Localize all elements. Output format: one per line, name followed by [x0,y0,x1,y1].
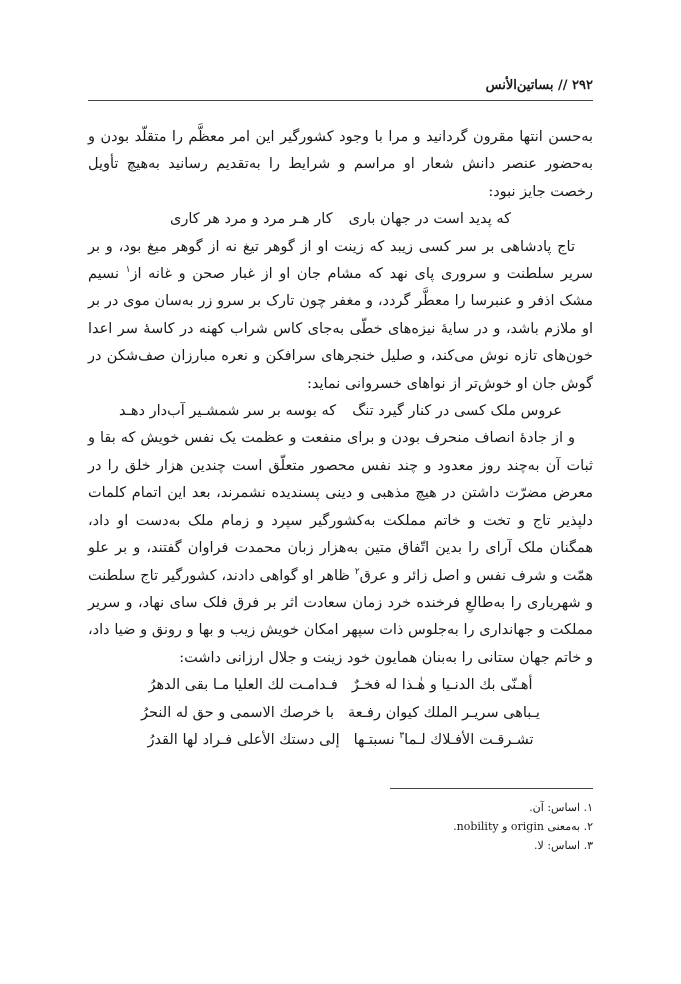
verse-2-right-hemistich: عروس ملک کسی در کنار گیرد تنگ [352,403,562,420]
arabic-verse-2 [88,700,593,727]
persian-verse-1 [88,206,593,233]
running-header [88,78,593,101]
footnote-divider [390,788,593,789]
verse-2-left-hemistich: که بوسه بر سر شمشـیر آب‌دار دهـد [119,403,337,420]
paragraph-2-part-2: نسیم مشک اذفر و عنبرسا را معطَّر گردد، و مغفر چون تارک بر سرو زر به‌سان موی در بر او ملازم باشد، و در سایهٔ نیزه‌های خطّی به‌جای کاس شراب کهنه در کاسهٔ سر اعدا خون‌های تازه نوش می‌کند، و صلیل خنجرهای سرافکن و نعره مبارزان صف‌شکن در گوش جان او خوش‌تر از نواهای خسروانی نماید: [88,266,593,392]
persian-verse-2 [88,398,593,425]
footnote-1: ۱. اساس: آن. [529,801,593,814]
arabic-verse-1 [88,672,593,699]
arabic-verse-3-right-tail: نسبتـها [353,731,400,748]
arabic-verse-2-left: با خرصك الاسمی و حق له النحرُ [141,704,335,721]
main-text [88,124,593,754]
footnote-ref-2[interactable]: ۲ [354,566,360,577]
paragraph-2 [88,234,593,398]
paragraph-3-part-1: و از جادهٔ انصاف منحرف بودن و برای منفعت و عظمت یک نفس خویش که بقا و ثبات آن به‌چند روز معدود و چند نفس محصور متعلّق است چندین هزار خلق را در معرض مضرّت داشتن در هیچ مذهبی و دینی پسندیده نشمرند، بعد این اتمام کلمات دلپذیر تاج و تخت و خاتم مملکت به‌کشورگیر سپرد و زمام ملک به‌دست او داد، همگنان ملک آرای را بدین اتّفاق متین به‌هزار زبان محمدت فراوان گفتند، و بر علو همّت و شرف نفس و اصل زائر و عرق [88,430,593,584]
arabic-verse-1-left: فـدامـت لك العلیا مـا بقی الدهرُ [148,677,338,694]
paragraph-1: به‌حسن انتها مقرون گردانید و مرا با وجود کشورگیر این امر معظَّم را متقلّد بودن و به‌حضور عنصر دانش شعار او مراسم و شرایط را به‌تقدیم رسانید به‌هیچ تأویل رخصت جایز نبود: [88,129,593,200]
arabic-verse-3-right-text: تشـرقـت الأفـلاك لـما [404,731,534,748]
arabic-verse-3-right [354,727,534,754]
footnotes [88,798,593,855]
page-number-and-title: ۲۹۲ // بساتین‌الأنس [485,78,593,93]
footnote-2: ۲. به‌معنی origin و nobility. [453,820,593,833]
arabic-verse-1-right: أهـنّی بك الدنـیا و هٰـذا له فخـرٌ [351,677,533,694]
arabic-verse-2-right: یـباهی سریـر الملك کیوان رفـعة [348,704,540,721]
footnote-3: ۳. اساس: لا. [534,839,593,852]
paragraph-2-part-1: تاج پادشاهی بر سر کسی زیبد که زینت او از گوهر تیغ نه از گوهر میغ بود، و بر سریر سلطنت و سروری پای نهد که مشام جان او از غبار صحن و غانه از [88,238,594,283]
footnote-ref-3[interactable]: ۳ [399,731,405,742]
verse-1-right-hemistich: که پدید است در جهان باری [348,211,512,228]
paragraph-3 [88,425,593,672]
verse-1-left-hemistich: کار هـر مرد و مرد هر کاری [169,211,333,228]
paragraph-3-part-2: ظاهر او گواهی دادند، کشورگیر تاج سلطنت و شهریاری را به‌طالعِ فرخنده خرد زمان سعادت اثر بر فرق فلک سای نهاد، و سریر مملکت و جهانداری را به‌جلوس ذات سپهر امکان خویش زیب و بها و رونق و ضیا داد، و خاتم جهان ستانی را به‌بنان همایون خود زینت و جلال ارزانی داشت: [88,567,593,666]
arabic-verse-3-left: إلی دستك الأعلی فـراد لها القدرُ [147,731,340,748]
footnote-ref-1[interactable]: ۱ [125,265,131,276]
arabic-verse-3 [88,727,593,754]
